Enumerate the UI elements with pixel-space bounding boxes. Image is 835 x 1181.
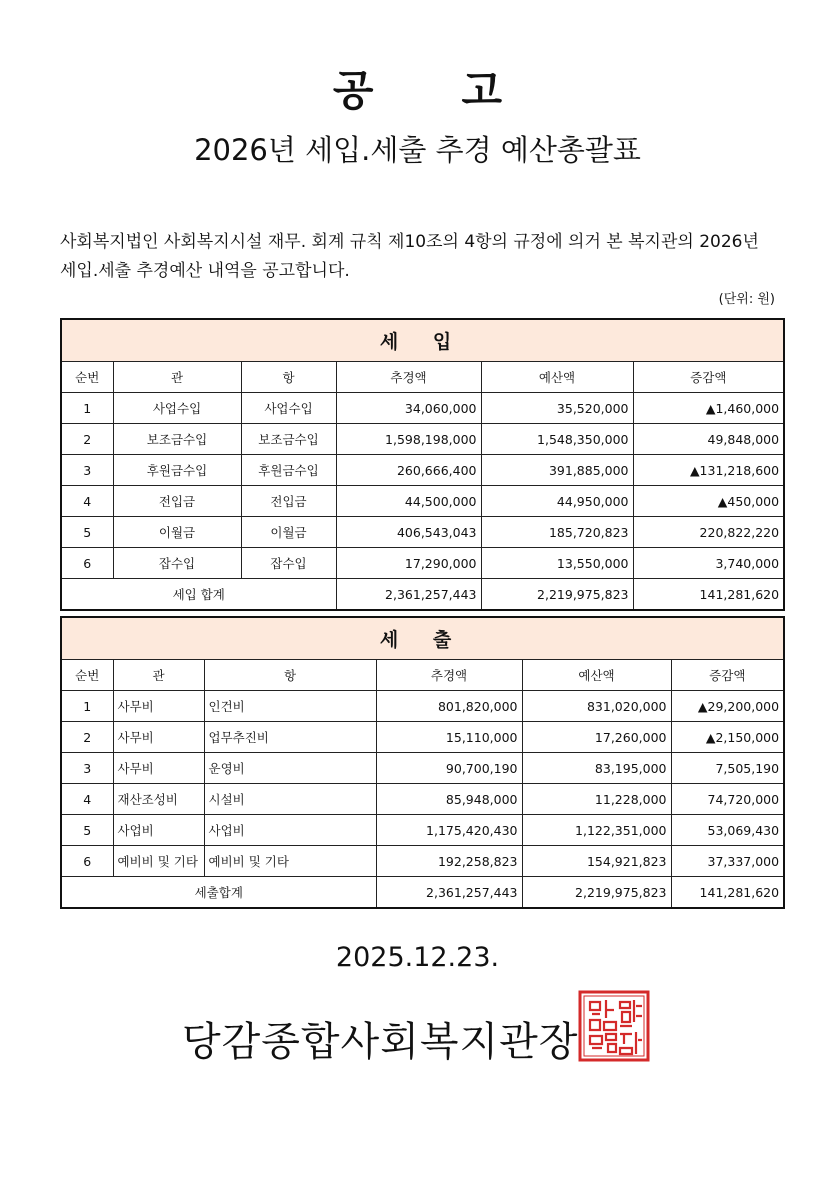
table-row (61, 691, 784, 722)
table-cell: 재산조성비 (113, 784, 204, 815)
table-cell: 사업비 (113, 815, 204, 846)
table-cell: 192,258,823 (376, 846, 522, 877)
organization-signature: 당감종합사회복지관장 (182, 1019, 579, 1065)
total-label: 세입 합계 (61, 579, 336, 611)
table-cell: 2 (61, 424, 113, 455)
table-cell: 보조금수입 (113, 424, 241, 455)
expense-table (60, 616, 785, 909)
table-cell: 잡수입 (113, 548, 241, 579)
table-row (61, 517, 784, 548)
table-row (61, 486, 784, 517)
expense-header-row (61, 660, 784, 691)
notice-title-char-2: 고 (461, 66, 503, 115)
total-cell: 2,361,257,443 (376, 877, 522, 909)
table-cell: 35,520,000 (481, 393, 633, 424)
table-cell: 44,500,000 (336, 486, 481, 517)
column-header: 순번 (61, 362, 113, 393)
table-cell: 15,110,000 (376, 722, 522, 753)
table-row (61, 846, 784, 877)
table-cell: 1,122,351,000 (522, 815, 671, 846)
table-cell: 업무추진비 (204, 722, 376, 753)
table-cell: 13,550,000 (481, 548, 633, 579)
table-cell: 사업수입 (241, 393, 336, 424)
table-cell: ▲2,150,000 (671, 722, 784, 753)
total-label: 세출합계 (61, 877, 376, 909)
table-cell: 운영비 (204, 753, 376, 784)
table-cell: 17,260,000 (522, 722, 671, 753)
table-cell: ▲131,218,600 (633, 455, 784, 486)
document-subtitle: 2026년 세입.세출 추경 예산총괄표 (194, 133, 641, 167)
table-cell: 44,950,000 (481, 486, 633, 517)
table-row (61, 784, 784, 815)
total-cell: 2,219,975,823 (481, 579, 633, 611)
total-cell: 2,361,257,443 (336, 579, 481, 611)
table-cell: 406,543,043 (336, 517, 481, 548)
table-cell: 74,720,000 (671, 784, 784, 815)
table-cell: 4 (61, 486, 113, 517)
table-row (61, 393, 784, 424)
official-seal-icon (578, 990, 650, 1062)
column-header: 항 (204, 660, 376, 691)
intro-line-1: 사회복지법인 사회복지시설 재무. 회계 규칙 제10조의 4항의 규정에 의거 본 복지관의 2026년 (60, 232, 759, 252)
table-cell: 154,921,823 (522, 846, 671, 877)
table-cell: 1,175,420,430 (376, 815, 522, 846)
column-header: 증감액 (633, 362, 784, 393)
table-cell: 시설비 (204, 784, 376, 815)
table-cell: 34,060,000 (336, 393, 481, 424)
table-cell: 185,720,823 (481, 517, 633, 548)
table-cell: 4 (61, 784, 113, 815)
table-cell: 사업비 (204, 815, 376, 846)
table-cell: 3 (61, 753, 113, 784)
table-cell: 3 (61, 455, 113, 486)
income-table (60, 318, 785, 611)
table-cell: 831,020,000 (522, 691, 671, 722)
notice-title-char-1: 공 (332, 66, 374, 115)
column-header: 증감액 (671, 660, 784, 691)
table-cell: 83,195,000 (522, 753, 671, 784)
table-cell: 17,290,000 (336, 548, 481, 579)
table-row (61, 548, 784, 579)
table-cell: 49,848,000 (633, 424, 784, 455)
table-cell: 801,820,000 (376, 691, 522, 722)
table-row (61, 455, 784, 486)
table-cell: 6 (61, 548, 113, 579)
table-cell: ▲29,200,000 (671, 691, 784, 722)
income-section-header: 세 입 (61, 319, 784, 362)
table-cell: 220,822,220 (633, 517, 784, 548)
table-cell: 잡수입 (241, 548, 336, 579)
table-cell: 3,740,000 (633, 548, 784, 579)
table-cell: 사무비 (113, 722, 204, 753)
table-cell: 37,337,000 (671, 846, 784, 877)
table-cell: 1 (61, 393, 113, 424)
column-header: 관 (113, 660, 204, 691)
income-total-row (61, 579, 784, 611)
column-header: 관 (113, 362, 241, 393)
table-cell: 보조금수입 (241, 424, 336, 455)
column-header: 추경액 (336, 362, 481, 393)
table-cell: 391,885,000 (481, 455, 633, 486)
table-cell: 인건비 (204, 691, 376, 722)
table-row (61, 424, 784, 455)
table-cell: 예비비 및 기타 (204, 846, 376, 877)
table-cell: 90,700,190 (376, 753, 522, 784)
column-header: 예산액 (481, 362, 633, 393)
table-cell: 1 (61, 691, 113, 722)
column-header: 예산액 (522, 660, 671, 691)
notice-title (0, 58, 835, 118)
table-cell: 5 (61, 517, 113, 548)
income-header-row (61, 362, 784, 393)
intro-paragraph (60, 228, 780, 286)
table-cell: 53,069,430 (671, 815, 784, 846)
total-cell: 2,219,975,823 (522, 877, 671, 909)
column-header: 항 (241, 362, 336, 393)
table-cell: 11,228,000 (522, 784, 671, 815)
table-cell: ▲450,000 (633, 486, 784, 517)
table-cell: 사무비 (113, 753, 204, 784)
unit-label: (단위: 원) (718, 292, 775, 307)
total-cell: 141,281,620 (633, 579, 784, 611)
table-row (61, 722, 784, 753)
column-header: 순번 (61, 660, 113, 691)
table-cell: 1,598,198,000 (336, 424, 481, 455)
table-cell: 85,948,000 (376, 784, 522, 815)
table-cell: 후원금수입 (241, 455, 336, 486)
table-cell: 이월금 (241, 517, 336, 548)
table-cell: 260,666,400 (336, 455, 481, 486)
table-cell: 6 (61, 846, 113, 877)
total-cell: 141,281,620 (671, 877, 784, 909)
table-cell: 사업수입 (113, 393, 241, 424)
expense-section-header: 세 출 (61, 617, 784, 660)
table-cell: 7,505,190 (671, 753, 784, 784)
table-row (61, 815, 784, 846)
table-cell: 후원금수입 (113, 455, 241, 486)
table-cell: 5 (61, 815, 113, 846)
expense-total-row (61, 877, 784, 909)
table-cell: 2 (61, 722, 113, 753)
table-cell: 전입금 (241, 486, 336, 517)
table-cell: 1,548,350,000 (481, 424, 633, 455)
table-cell: 이월금 (113, 517, 241, 548)
intro-line-2: 세입.세출 추경예산 내역을 공고합니다. (60, 261, 350, 281)
table-cell: 전입금 (113, 486, 241, 517)
table-cell: 예비비 및 기타 (113, 846, 204, 877)
table-cell: 사무비 (113, 691, 204, 722)
notice-date: 2025.12.23. (335, 942, 500, 973)
table-row (61, 753, 784, 784)
column-header: 추경액 (376, 660, 522, 691)
table-cell: ▲1,460,000 (633, 393, 784, 424)
